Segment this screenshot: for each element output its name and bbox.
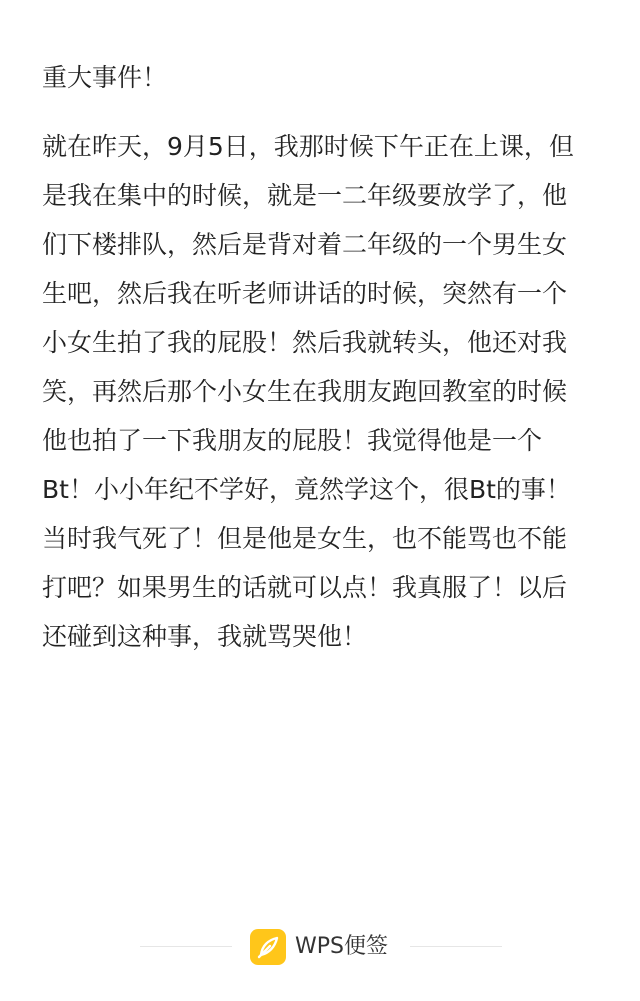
- brand-label: WPS便签: [295, 934, 388, 959]
- note-line: 他也拍了一下我朋友的屁股！我觉得他是一个: [42, 426, 543, 455]
- note-line: 是我在集中的时候，就是一二年级要放学了，他: [42, 181, 568, 210]
- wps-note-logo-icon: [250, 929, 286, 965]
- footer-divider-right: [410, 946, 502, 947]
- note-line: Bt！小小年纪不学好，竟然学这个，很Bt的事！: [42, 475, 571, 504]
- note-content: [42, 58, 602, 661]
- note-line: 笑，再然后那个小女生在我朋友跑回教室的时候: [42, 377, 568, 406]
- footer-watermark: [0, 927, 640, 967]
- note-line: 当时我气死了！但是他是女生，也不能骂也不能: [42, 524, 568, 553]
- note-line: 就在昨天，9月5日，我那时候下午正在上课，但: [42, 132, 574, 161]
- note-line: 还碰到这种事，我就骂哭他！: [42, 622, 368, 651]
- footer-divider-left: [140, 946, 232, 947]
- note-line: 小女生拍了我的屁股！然后我就转头，他还对我: [42, 328, 568, 357]
- note-body: [42, 122, 602, 661]
- note-line: 们下楼排队，然后是背对着二年级的一个男生女: [42, 230, 568, 259]
- note-line: 打吧？如果男生的话就可以点！我真服了！以后: [42, 573, 568, 602]
- note-title: 重大事件！: [42, 63, 168, 92]
- note-line: 生吧，然后我在听老师讲话的时候，突然有一个: [42, 279, 568, 308]
